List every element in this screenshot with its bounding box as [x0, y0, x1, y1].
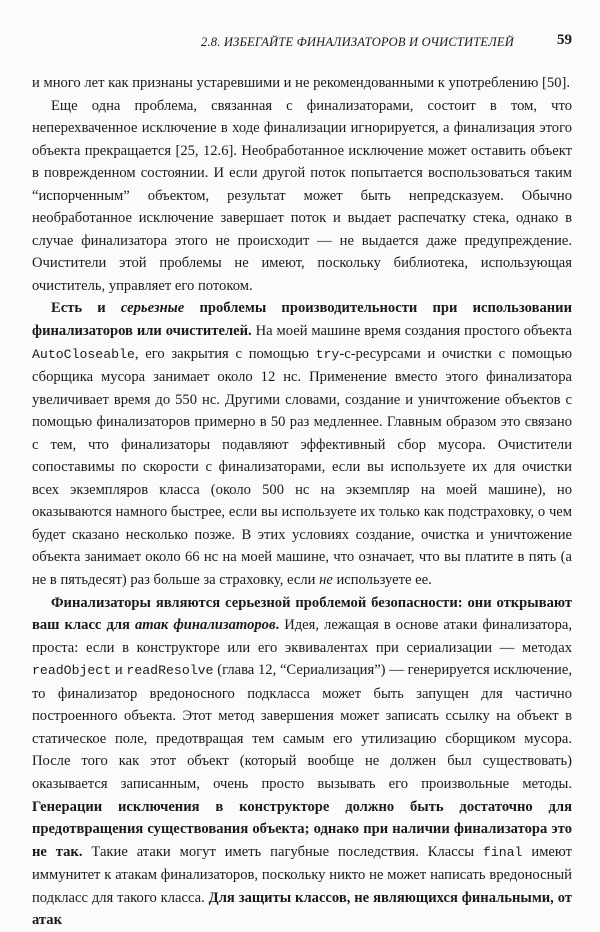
code-term: final [482, 844, 523, 860]
text-run: имеют иммунитет к атакам финализаторов, поскольку никто не может написать вредоносный подкласс для такого класса. [32, 843, 572, 906]
text-run: Идея, лежащая в основе атаки финализатора, проста: если в конструкторе или его эквивалентах при сериализации — методах [32, 617, 573, 656]
emphasis-text: Финализаторы являются серьезной проблемой безопасности: они открывают ваш класс для [32, 594, 572, 634]
emphasis-text: Для защиты классов, не являющихся финальными, от атак [32, 889, 572, 929]
text-run: , его закрытия с помощью [134, 345, 316, 362]
text-run: -с-ресурсами и очистки с помощью сборщика мусора занимает около 12 нс. Применение вместо этого финализатора увеличивает время до 550 нс. Другими словами, создание и уничтожение объектов с помощью финализаторов примерно в 50 раз медленнее. Главным образом это связано с тем, что финализаторы подавляют эффективный сбор мусора. Очистители сопоставимы по скорости с финализаторами, если вы используете их для очистки всех экземпляров класса (около 500 нс на экземпляр на моей машине), но оказываются намного быстрее, если вы используете их только как подстраховку, о чем будет сказано несколько позже. В этих условиях создание, очистка и уничтожение объекта занимает около 66 нс на моей машине, что означает, что вы платите в пять (а не в пятьдесят) раз больше за страховку, если [32, 345, 572, 589]
chapter-title: 2.8. ИЗБЕГАЙТЕ ФИНАЛИЗАТОРОВ И ОЧИСТИТЕЛЕЙ [201, 35, 514, 49]
paragraph [32, 72, 572, 95]
text-run: Еще одна проблема, связанная с финализаторами, состоит в том, что неперехваченное исключение в ходе финализации игнорируется, а финализация этого объекта прекращается [25, 12.6]. Необработанное исключение может оставить объект в поврежденном состоянии. И если другой поток попытается воспользоваться таким “испорченным” объектом, результат может быть непредсказуем. Обычно необработанное исключение завершает поток и выдает распечатку стека, однако в случае финализатора этого не происходит — не выдается даже предупреждение. Очистители этой проблемы не имеют, поскольку библиотека, использующая очиститель, управляет его потоком. [32, 97, 572, 294]
emphasis-text: проблемы производительности при использовании финализаторов или очистителей. [32, 300, 572, 340]
code-term: readResolve [126, 663, 214, 679]
text-run: На моей машине время создания простого объекта [251, 323, 572, 340]
text-run: (глава 12, “Сериализация”) — генерируется исключение, то финализатор вредоносного подкласса может быть запущен для частично построенного объекта. Этот метод завершения может записать ссылку на объект в статическое поле, предотвращая тем самым его утилизацию сборщиком мусора. После того как этот объект (который вообще не должен был существовать) оказывается записанным, очень просто вызывать его произвольные методы. [32, 662, 572, 792]
paragraph [32, 95, 572, 298]
emphasis-text: . [275, 617, 280, 634]
paragraph [32, 297, 572, 591]
emphasis-text: серьезные [120, 300, 185, 317]
paragraph [32, 592, 572, 932]
text-run: Такие атаки могут иметь пагубные последствия. Классы [82, 843, 483, 860]
emphasis-text: Есть и [51, 300, 121, 317]
text-run: используете ее. [332, 572, 432, 589]
text-run: и много лет как признаны устаревшими и не рекомендованными к употреблению [50]. [32, 75, 570, 91]
running-header [32, 32, 572, 54]
code-term: AutoCloseable [32, 346, 135, 362]
emphasis-text: не [319, 572, 333, 589]
text-run: и [111, 662, 127, 679]
code-term: try [315, 346, 340, 362]
body-text [32, 72, 572, 932]
code-term: readObject [32, 663, 112, 679]
page-number: 59 [557, 32, 572, 48]
emphasis-text: Генерации исключения в конструкторе должно быть достаточно для предотвращения существования объекта; однако при наличии финализатора это не так. [32, 798, 572, 860]
emphasis-text: атак финализаторов [134, 617, 276, 634]
